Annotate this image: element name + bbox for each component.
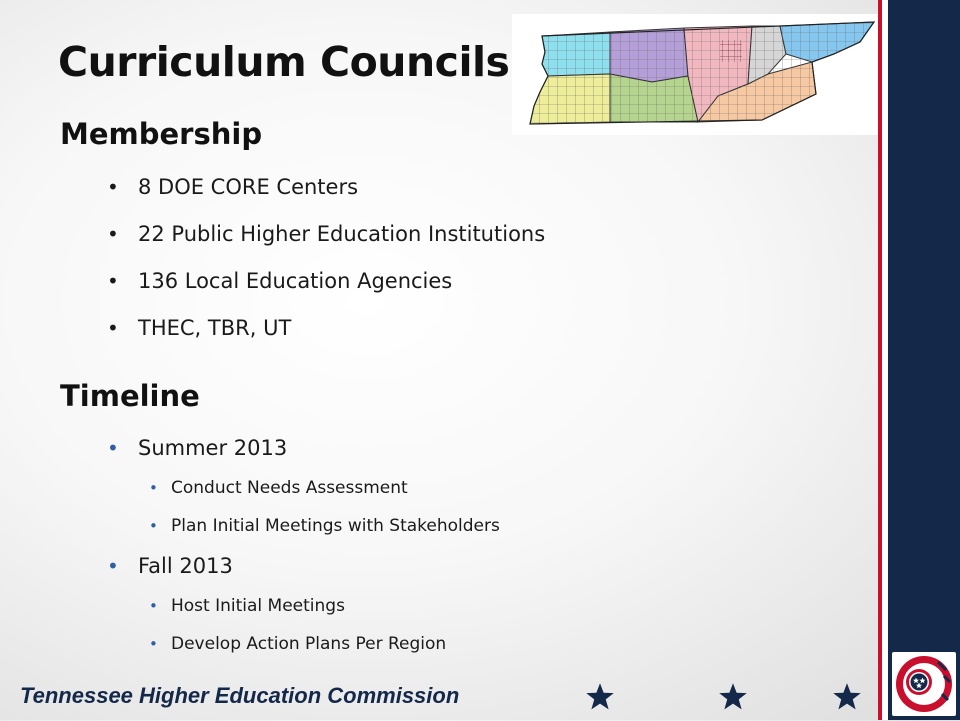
membership-heading: Membership [60, 117, 263, 151]
list-item: • 136 Local Education Agencies [107, 268, 545, 315]
tennessee-regions-map [512, 14, 878, 135]
star-icon [718, 682, 748, 712]
tennessee-map-graphic [512, 14, 878, 135]
tn-logo-graphic [892, 652, 956, 716]
timeline-list [107, 435, 500, 671]
tn-core-to-college-logo [892, 652, 956, 716]
right-sidebar-bar [888, 0, 960, 720]
sidebar-white-gap [882, 0, 888, 720]
footer-organization-name: Tennessee Higher Education Commission [20, 683, 460, 708]
star-icon [832, 682, 862, 712]
timeline-item: • Conduct Needs Assessment [149, 477, 500, 515]
star-icon [585, 682, 615, 712]
timeline-item: • Host Initial Meetings [149, 595, 500, 633]
list-item: • 22 Public Higher Education Institutions [107, 221, 545, 268]
timeline-item: • Plan Initial Meetings with Stakeholders [149, 515, 500, 553]
sidebar-red-stripe [878, 0, 882, 720]
timeline-heading: Timeline [60, 379, 200, 413]
timeline-phase-summer: • Summer 2013 [107, 435, 500, 477]
list-item: • 8 DOE CORE Centers [107, 174, 545, 221]
timeline-phase-fall: • Fall 2013 [107, 553, 500, 595]
list-item: • THEC, TBR, UT [107, 315, 545, 362]
membership-list [107, 174, 545, 362]
timeline-item: • Develop Action Plans Per Region [149, 633, 500, 671]
slide-title: Curriculum Councils [58, 38, 510, 86]
